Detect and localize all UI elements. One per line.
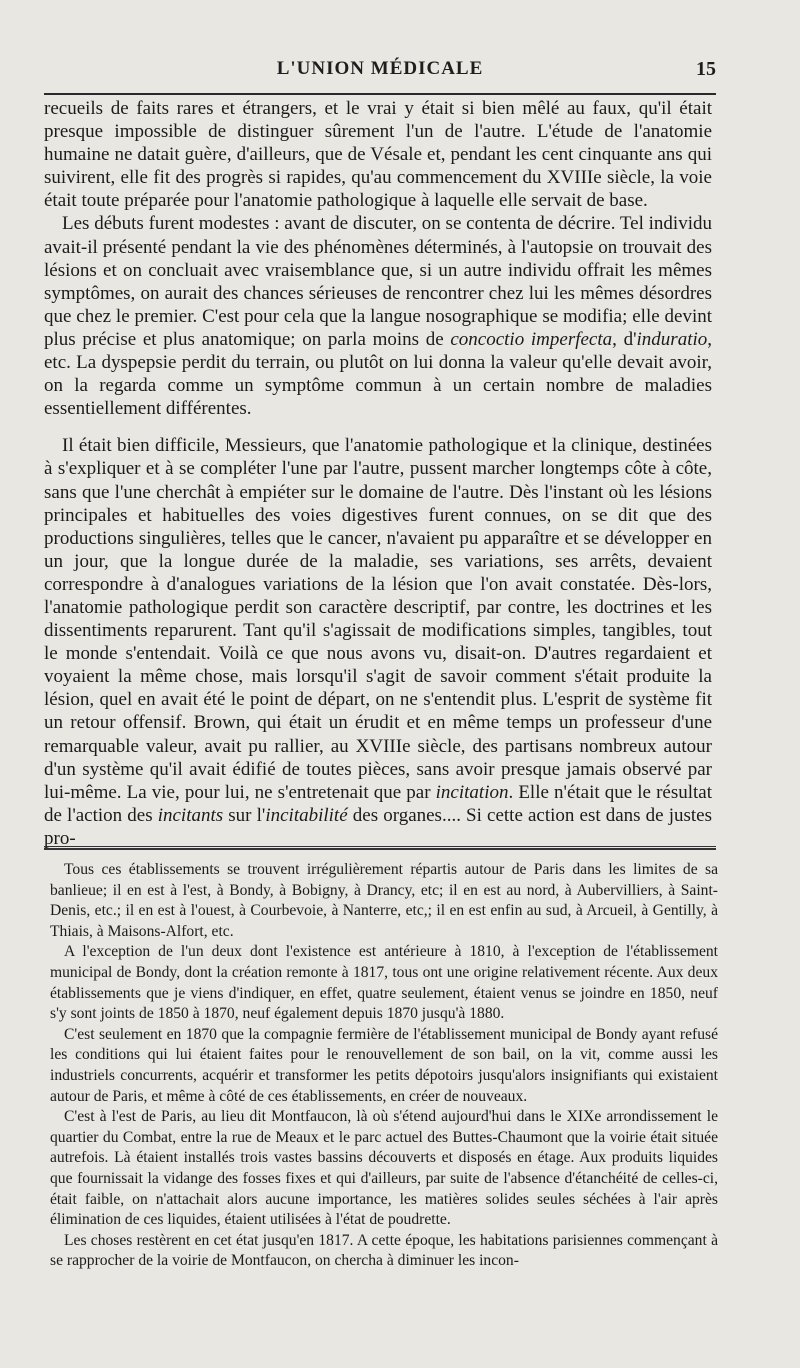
- paragraph-text: Il était bien difficile, Messieurs, que l'anatomie pathologique et la clinique, destinées à s'expliquer et à se compléter l'une par l'autre, pussent marcher longtemps côte à côte, sans que l'une cherchât à empiéter sur le domaine de l'autre. Dès l'instant où les lésions principales et habituelles des voies digestives furent connues, on se dit que des productions singulières, telles que le cancer, n'avaient pu apparaître et se développer en un jour, que la longue durée de la maladie, ses variations, ses arrêts, devaient correspondre à d'analogues variations de la lésion que l'on avait constatée. Dès-lors, l'anatomie pathologique perdit son caractère descriptif, par contre, les doctrines et les dissentiments reparurent. Tant qu'il s'agissait de modifications simples, tangibles, tout le monde s'entendait. Voilà ce que nous avons vu, disait-on. D'autres regardaient et voyaient la même chose, mais lorsqu'il s'agit de savoir comment s'était produite la lésion, quel en avait été le point de départ, on ne s'entendit plus. L'esprit de système fit un retour offensif. Brown, qui était un érudit et en même temps un professeur d'une remarquable valeur, avait pu rallier, au XVIIIe siècle, des partisans nombreux autour d'un système qu'il avait édifié de toutes pièces, sans avoir presque jamais observé par lui-même. La vie, pour lui, ne s'entretenait que par: [44, 435, 712, 803]
- paragraph-text: des organes.... Si cette action est dans de justes pro-: [44, 804, 712, 849]
- paragraph-messieurs: [44, 434, 712, 850]
- main-text: [44, 97, 712, 850]
- paragraph-text: sur l': [223, 804, 266, 826]
- paragraph-text: recueils de faits rares et étrangers, et le vrai y était si bien mêlé au faux, qu'il était presque impossible de distinguer sûrement l'un de l'autre. L'étude de l'anatomie humaine ne datait guère, d'ailleurs, que de Vésale et, pendant les cent cinquante ans qui suivirent, elle fit des progrès si rapides, qu'au commencement du XVIIIe siècle, la voie était toute préparée pour l'anatomie pathologique à laquelle elle servait de base.: [44, 98, 712, 212]
- footnote-paragraph: C'est seulement en 1870 que la compagnie fermière de l'établissement municipal de Bondy ayant refusé les conditions qui lui étaient faites pour le renouvellement de son bail, on la vit, comme aussi les industriels concurrents, acquérir et transformer les petits dépotoirs jusqu'alors insignifiants qui existaient autour de Paris, et même à côté de ces établissements, en créer de nouveaux.: [50, 1025, 718, 1105]
- emphasized-term: incitants: [157, 804, 224, 826]
- emphasized-term: incitabilité: [265, 804, 348, 826]
- paragraph-continuation: [44, 97, 712, 212]
- running-head: L'UNION MÉDICALE: [276, 58, 484, 79]
- footnote-block: [50, 860, 718, 1272]
- paragraph-text: Les débuts furent modestes : avant de discuter, on se contenta de décrire. Tel individu avait-il présenté pendant la vie des phénomènes déterminés, à l'autopsie on trouvait des lésions et on concluait avec vraisemblance que, si un autre individu offrait les mêmes symptômes, on aurait des chances sérieuses de rencontrer chez lui les mêmes désordres que chez le premier. C'est pour cela que la langue nosographique se modifia; elle devint plus précise et plus anatomique; on parla moins de: [44, 213, 712, 350]
- emphasized-term: incitation: [435, 781, 509, 803]
- footnote-paragraph: C'est à l'est de Paris, au lieu dit Montfaucon, là où s'étend aujourd'hui dans le XIXe arrondissement le quartier du Combat, entre la rue de Meaux et le parc actuel des Buttes-Chaumont que la voirie était située autrefois. Là étaient installés trois vastes bassins découverts et disposés en étage. Aux produits liquides que fournissait la vidange des fosses fixes et qui d'ailleurs, par suite de l'absence d'étanchéité de celles-ci, était faible, on n'attachait alors aucune importance, les matières solides seules séchées à l'air après élimination de ces liquides, étaient utilisées à l'état de poudrette.: [50, 1108, 718, 1229]
- latin-term: induratio: [636, 328, 708, 350]
- footnote-paragraph: A l'exception de l'un deux dont l'existence est antérieure à 1810, à l'exception de l'établissement municipal de Bondy, dont la création remonte à 1817, tous ont une origine relativement récente. Aux deux établissements que je viens d'indiquer, en effet, quatre seulement, étaient venus se joindre en 1850, neuf s'y sont joints de 1850 à 1870, neuf également depuis 1870 jusqu'à 1880.: [50, 943, 718, 1023]
- paragraph-text: , d': [612, 328, 637, 350]
- paragraph-text: , etc. La dyspepsie perdit du terrain, ou plutôt on lui donna la valeur qu'elle devait avoir, on la regarda comme un symptôme commun à un certain nombre de maladies essentiellement différentes.: [44, 328, 712, 420]
- paragraph-text: . Elle n'était que le résultat de l'action des: [44, 781, 712, 826]
- header-rule: [44, 93, 716, 95]
- paragraph-debuts: [44, 212, 712, 420]
- page-number: 15: [696, 58, 716, 80]
- latin-term: concoctio imperfecta: [450, 328, 613, 350]
- footnote-paragraph: Tous ces établissements se trouvent irrégulièrement répartis autour de Paris dans les limites de sa banlieue; il en est à l'est, à Bondy, à Bobigny, à Drancy, etc; il en est au nord, à Aubervilliers, à Saint-Denis, etc.; il en est à l'ouest, à Courbevoie, à Nanterre, etc,; il en est enfin au sud, à Arcueil, à Gentilly, à Thiais, à Maisons-Alfort, etc.: [50, 861, 718, 940]
- footnote-rule: [44, 846, 716, 850]
- page-header: [44, 58, 716, 86]
- footnote-paragraph: Les choses restèrent en cet état jusqu'en 1817. A cette époque, les habitations parisiennes commençant à se rapprocher de la voirie de Montfaucon, on chercha à diminuer les incon-: [50, 1231, 718, 1270]
